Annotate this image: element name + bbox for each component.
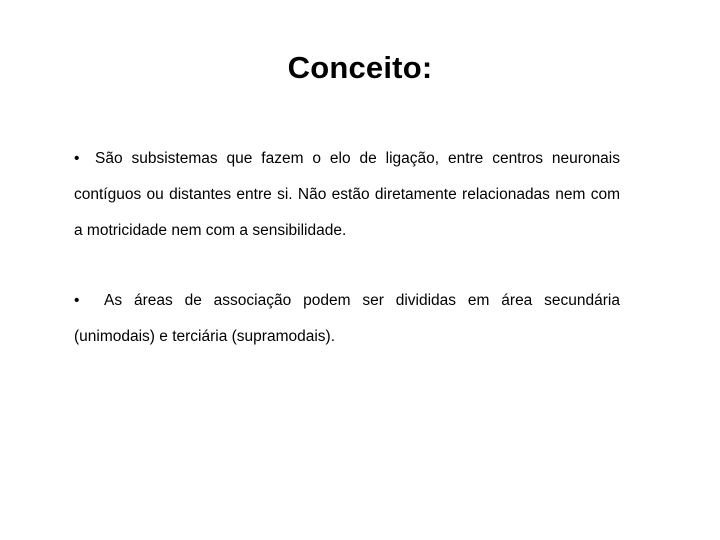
- bullet-text: São subsistemas que fazem o elo de ligação, entre centros neuronais contíguos ou distantes entre si. Não estão diretamente relacionadas nem com a motricidade nem com a sensibilidade.: [74, 150, 620, 239]
- slide-content: [74, 141, 620, 355]
- bullet-text: As áreas de associação podem ser divididas em área secundária (unimodais) e terciária (supramodais).: [74, 292, 620, 345]
- bullet-item-1: [74, 141, 620, 249]
- bullet-marker: •: [74, 150, 80, 167]
- bullet-marker: •: [74, 292, 80, 309]
- slide-title: Conceito:: [287, 50, 433, 85]
- bullet-item-2: [74, 283, 620, 355]
